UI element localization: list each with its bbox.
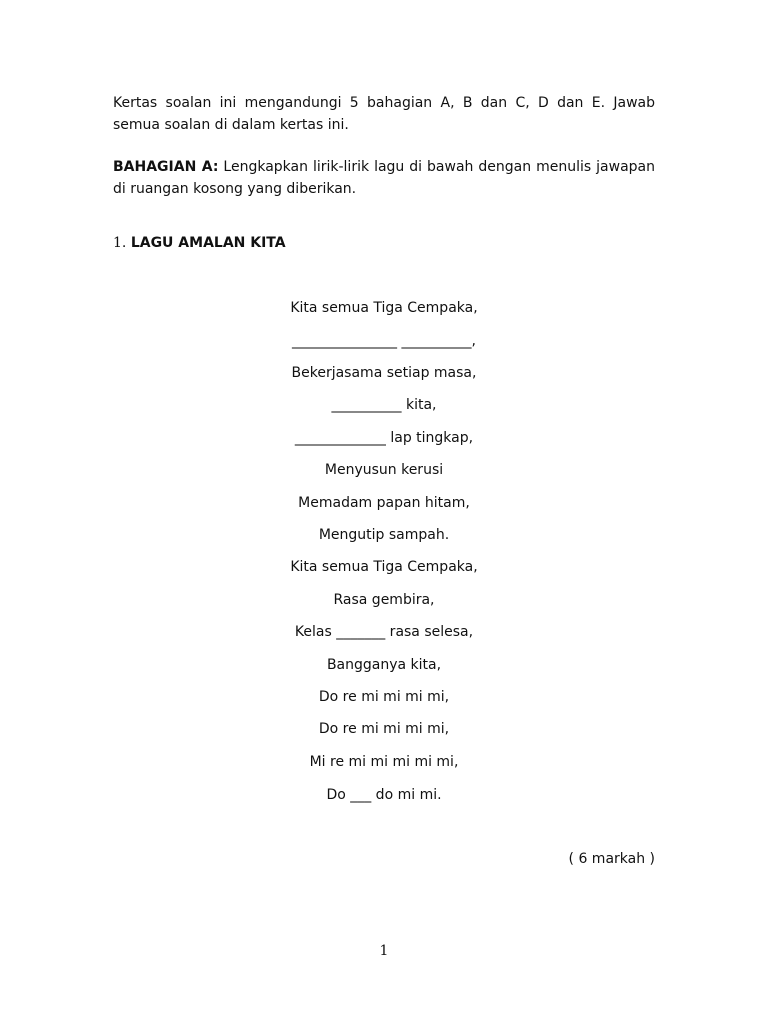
lyric-line: Bangganya kita, [326,657,442,673]
question-heading [113,232,286,254]
lyric-line: Mengutip sampah. [318,527,450,543]
lyric-line: Do re mi mi mi mi, [318,721,450,737]
lyric-line: __________ kita, [331,397,437,413]
lyric-line: Do re mi mi mi mi, [318,689,450,705]
lyric-line: Memadam papan hitam, [298,495,470,511]
lyric-line: Menyusun kerusi [324,462,444,478]
page-number: 1 [379,943,389,959]
lyric-line: Do ___ do mi mi. [326,787,442,803]
question-number: 1. [113,235,127,251]
lyric-line: Rasa gembira, [333,592,435,608]
instructions-intro: Kertas soalan ini mengandungi 5 bahagian A, B dan C, D dan E. Jawab semua soalan di dalam kertas ini. [113,95,655,133]
question-title: LAGU AMALAN KITA [130,235,286,251]
lyric-line: Kelas _______ rasa selesa, [294,624,474,640]
lyric-line: Kita semua Tiga Cempaka, [290,559,478,575]
lyric-line: Bekerjasama setiap masa, [291,365,477,381]
marks-label: ( 6 markah ) [568,851,655,867]
lyric-line: Mi re mi mi mi mi mi, [309,754,459,770]
lyric-line: _____________ lap tingkap, [294,430,474,446]
lyric-line: Kita semua Tiga Cempaka, [290,300,478,316]
section-label: BAHAGIAN A: [113,159,219,175]
lyric-line: _______________ __________, [292,333,476,349]
section-instruction [113,156,655,200]
section-text: Lengkapkan lirik-lirik lagu di bawah dengan menulis jawapan di ruangan kosong yang diberikan. [113,159,655,197]
